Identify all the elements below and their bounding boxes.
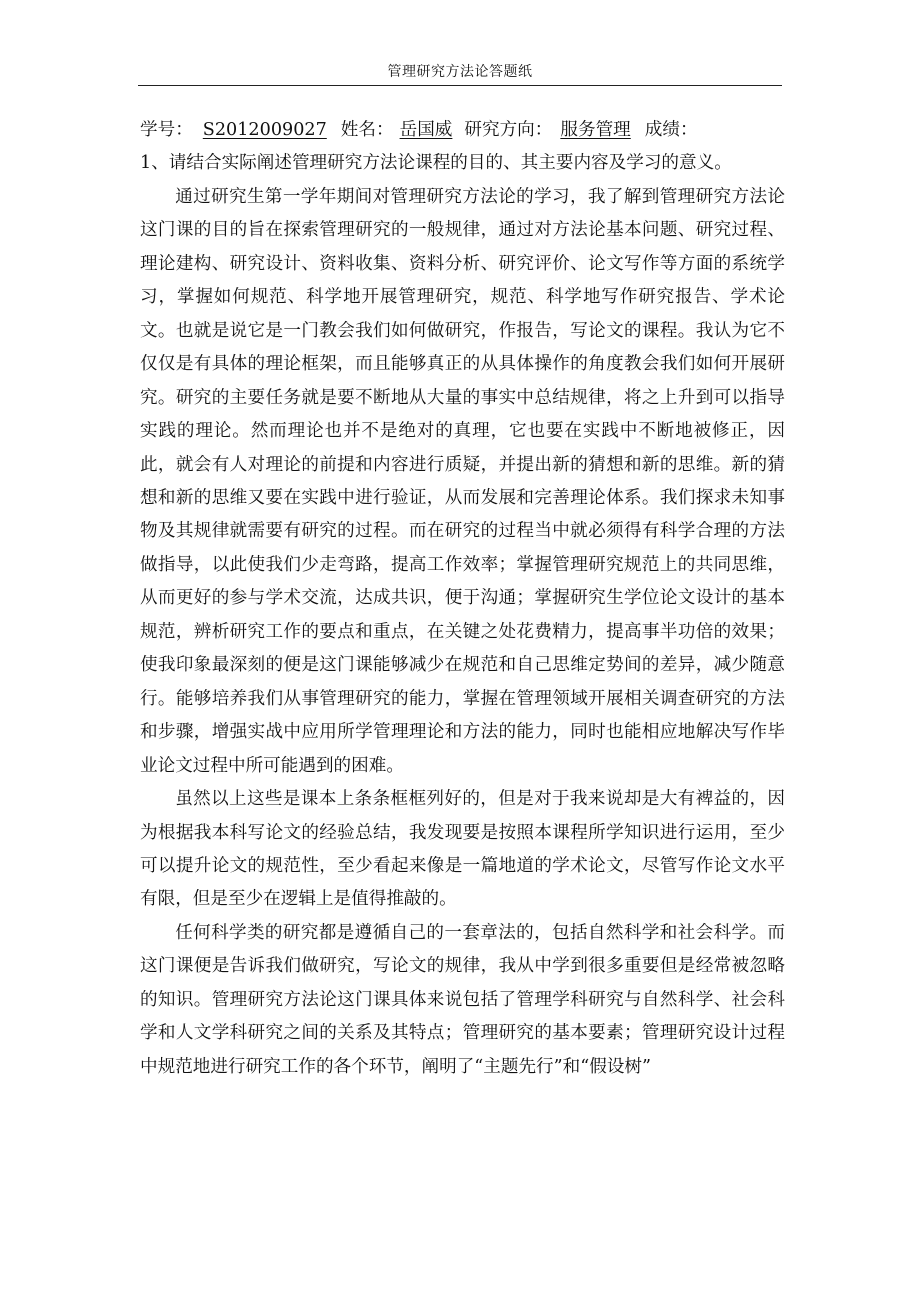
- research-direction-label: 研究方向：: [464, 120, 553, 140]
- header-divider: [138, 85, 782, 86]
- student-name-label: 姓名：: [340, 120, 394, 140]
- answer-paragraph-1: 通过研究生第一学年期间对管理研究方法论的学习，我了解到管理研究方法论这门课的目的旨在探索管理研究的一般规律，通过对方法论基本问题、研究过程、理论建构、研究设计、资料收集、资料分析、研究评价、论文写作等方面的系统学习，掌握如何规范、科学地开展管理研究，规范、科学地写作研究报告、学术论文。也就是说它是一门教会我们如何做研究，作报告，写论文的课程。我认为它不仅仅是有具体的理论框架，而且能够真正的从具体操作的角度教会我们如何开展研究。研究的主要任务就是要不断地从大量的事实中总结规律，将之上升到可以指导实践的理论。然而理论也并不是绝对的真理，它也要在实践中不断地被修正，因此，就会有人对理论的前提和内容进行质疑，并提出新的猜想和新的思维。新的猜想和新的思维又要在实践中进行验证，从而发展和完善理论体系。我们探求未知事物及其规律就需要有研究的过程。而在研究的过程当中就必须得有科学合理的方法做指导，以此使我们少走弯路，提高工作效率；掌握管理研究规范上的共同思维，从而更好的参与学术交流，达成共识，便于沟通；掌握研究生学位论文设计的基本规范，辨析研究工作的要点和重点，在关键之处花费精力，提高事半功倍的效果；使我印象最深刻的便是这门课能够减少在规范和自己思维定势间的差异，减少随意行。能够培养我们从事管理研究的能力，掌握在管理领域开展相关调查研究的方法和步骤，增强实战中应用所学管理理论和方法的能力，同时也能相应地解决写作毕业论文过程中所可能遇到的困难。: [140, 186, 785, 776]
- student-id-label: 学号：: [140, 120, 193, 140]
- research-direction-value: 服务管理: [560, 120, 631, 140]
- answer-paragraph-3: 任何科学类的研究都是遵循自己的一套章法的，包括自然科学和社会科学。而这门课便是告诉我们做研究，写论文的规律，我从中学到很多重要但是经常被忽略的知识。管理研究方法论这门课具体来说包括了管理学科研究与自然科学、社会科学和人文学科研究之间的关系及其特点；管理研究的基本要素；管理研究设计过程中规范地进行研究工作的各个环节，阐明了“主题先行”和“假设树”: [140, 922, 785, 1077]
- question-text: 1、请结合实际阐述管理研究方法论课程的目的、其主要内容及学习的意义。: [140, 153, 732, 174]
- answer-paragraph-2: 虽然以上这些是课本上条条框框列好的，但是对于我来说却是大有裨益的，因为根据我本科写论文的经验总结，我发现要是按照本课程所学知识进行运用，至少可以提升论文的规范性，至少看起来像是一篇地道的学术论文，尽管写作论文水平有限，但是至少在逻辑上是值得推敲的。: [140, 789, 785, 910]
- student-name-value: 岳国威: [399, 120, 453, 140]
- student-id-value: S2012009027: [202, 120, 327, 140]
- answer-content: [140, 114, 785, 1084]
- page-header-title: 管理研究方法论答题纸: [387, 64, 533, 80]
- student-info-line: [140, 114, 785, 147]
- score-label: 成绩：: [644, 120, 698, 140]
